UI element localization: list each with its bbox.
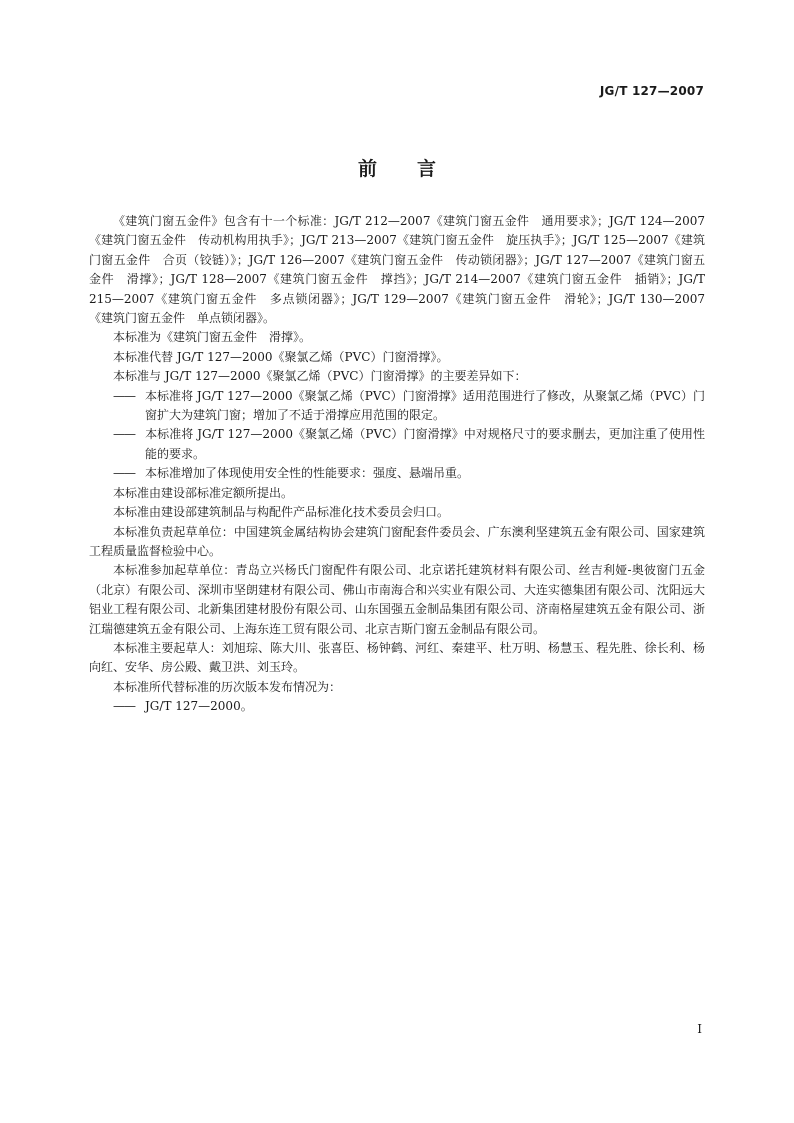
paragraph-lead-drafters: 本标准负责起草单位：中国建筑金属结构协会建筑门窗配套件委员会、广东澳利坚建筑五金有限公司、国家建筑工程质量监督检验中心。 [89,524,705,558]
list-item-difference-safety [89,464,705,483]
paragraph-proposed-by: 本标准由建设部标准定额所提出。 [113,485,294,500]
paragraph-main-drafters: 本标准主要起草人：刘旭琮、陈大川、张喜臣、杨钟鹤、河红、秦建平、杜万明、杨慧玉、程先胜、徐长利、杨向红、安华、房公殿、戴卫洪、刘玉玲。 [89,640,705,675]
dash-mark: —— [113,466,135,481]
paragraph-history-intro: 本标准所代替标准的历次版本发布情况为： [113,679,342,694]
list-item-text: 本标准将 JG/T 127—2000《聚氯乙烯（PVC）门窗滑撑》中对规格尺寸的要求删去，更加注重了使用性能的要求。 [145,427,705,461]
page-number: I [697,1022,702,1036]
dash-mark: —— [113,699,135,714]
list-item-text: JG/T 127—2000。 [145,699,253,714]
paragraph-this-standard: 本标准为《建筑门窗五金件 滑撑》。 [113,330,312,345]
list-item-difference-dimensions [89,425,705,464]
paragraph-differences-intro: 本标准与 JG/T 127—2000《聚氯乙烯（PVC）门窗滑撑》的主要差异如下： [113,369,527,384]
list-item-history [89,697,705,716]
standard-code: JG/T 127—2007 [599,84,704,98]
paragraph-under-jurisdiction: 本标准由建设部建筑制品与构配件产品标准化技术委员会归口。 [113,505,450,520]
list-item-difference-scope [89,387,705,426]
foreword-body [89,212,705,717]
list-item-text: 本标准将 JG/T 127—2000《聚氯乙烯（PVC）门窗滑撑》适用范围进行了修改，从聚氯乙烯（PVC）门窗扩大为建筑门窗；增加了不适于滑撑应用范围的限定。 [145,388,705,423]
page-title: 前言 [357,158,476,180]
paragraph-series-intro: 《建筑门窗五金件》包含有十一个标准：JG/T 212—2007《建筑门窗五金件 通用要求》；JG/T 124—2007《建筑门窗五金件 传动机构用执手》；JG/T 213—2007《建筑门窗五金件 旋压执手》；JG/T 125—2007《建筑门窗五金件 合页（铰链）》；JG/T 126—2007《建筑门窗五金件 传动锁闭器》；JG/T 127—2007《建筑门窗五金件 滑撑》；JG/T 128—2007《建筑门窗五金件 撑挡》；JG/T 214—2007《建筑门窗五金件 插销》；JG/T 215—2007《建筑门窗五金件 多点锁闭器》；JG/T 129—2007《建筑门窗五金件 滑轮》；JG/T 130—2007《建筑门窗五金件 单点锁闭器》。 [89,214,705,326]
dash-mark: —— [113,427,135,442]
paragraph-participating-drafters: 本标准参加起草单位：青岛立兴杨氏门窗配件有限公司、北京诺托建筑材料有限公司、丝吉利娅-奥彼窗门五金（北京）有限公司、深圳市坚朗建材有限公司、佛山市南海合和兴实业有限公司、大连实德集团有限公司、沈阳远大铝业工程有限公司、北新集团建材股份有限公司、山东国强五金制品集团有限公司、济南格屋建筑五金有限公司、浙江瑞德建筑五金有限公司、上海东连工贸有限公司、北京吉斯门窗五金制品有限公司。 [89,563,705,636]
list-item-text: 本标准增加了体现使用安全性的性能要求：强度、悬端吊重。 [145,466,470,481]
dash-mark: —— [113,388,135,403]
paragraph-replaces: 本标准代替 JG/T 127—2000《聚氯乙烯（PVC）门窗滑撑》。 [113,349,449,364]
